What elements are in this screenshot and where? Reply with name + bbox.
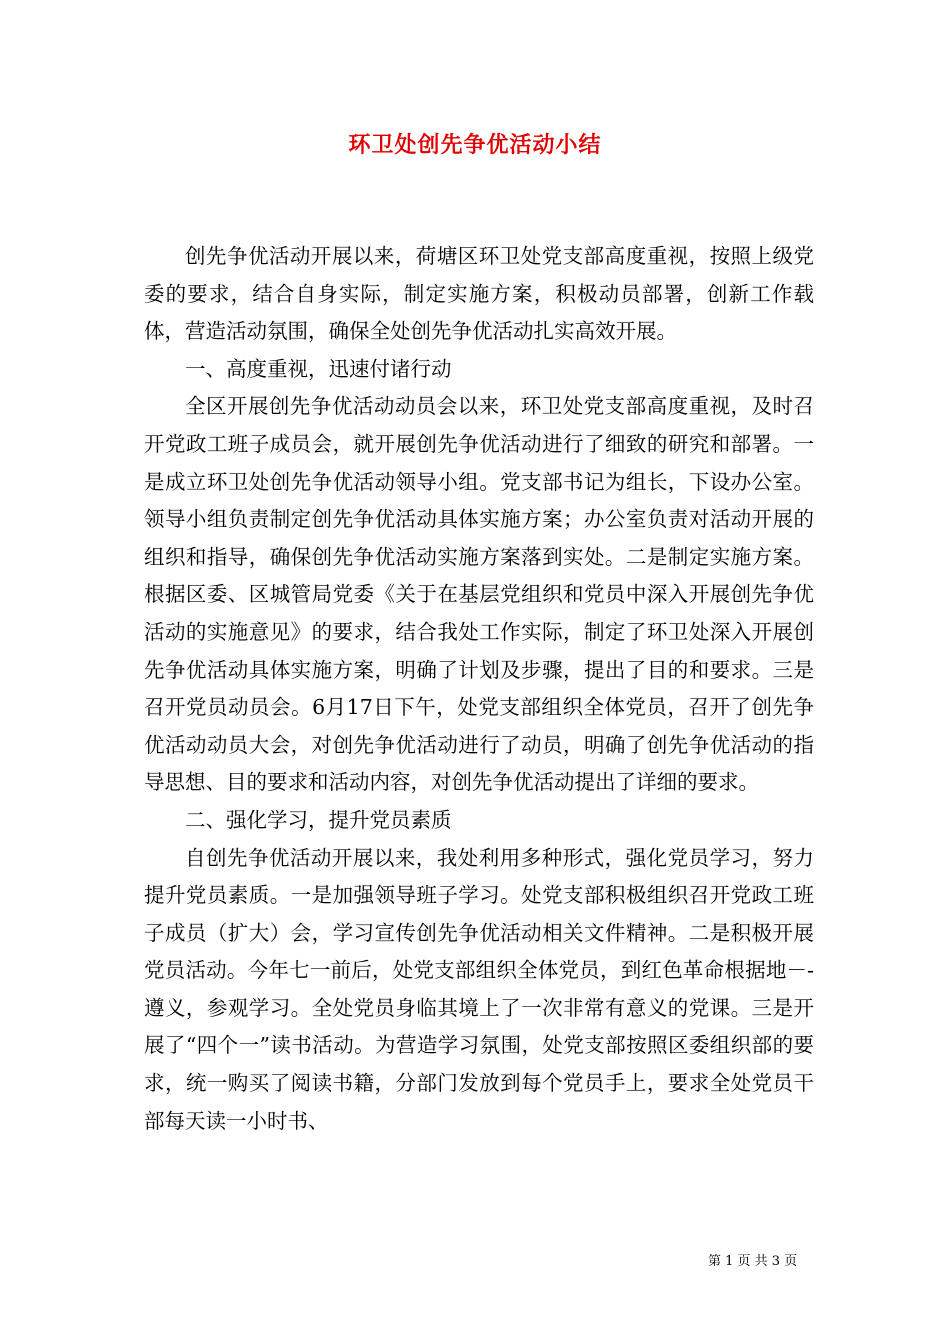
document-body: [144, 238, 814, 1140]
section-heading-1: 一、高度重视，迅速付诸行动: [185, 356, 452, 381]
section-2-paragraph: 自创先争优活动开展以来，我处利用多种形式，强化党员学习，努力提升党员素质。一是加强领导班子学习。处党支部积极组织召开党政工班子成员（扩大）会，学习宣传创先争优活动相关文件精神。二是积极开展党员活动。今年七一前后，处党支部组织全体党员，到红色革命根据地－-遵义，参观学习。全处党员身临其境上了一次非常有意义的党课。三是开展了“四个一”读书活动。为营造学习氛围，处党支部按照区委组织部的要求，统一购买了阅读书籍，分部门发放到每个党员手上，要求全处党员干部每天读一小时书、: [144, 845, 814, 1133]
intro-paragraph: 创先争优活动开展以来，荷塘区环卫处党支部高度重视，按照上级党委的要求，结合自身实际，制定实施方案，积极动员部署，创新工作载体，营造活动氛围，确保全处创先争优活动扎实高效开展。: [144, 244, 814, 344]
document-title: 环卫处创先争优活动小结: [348, 132, 602, 158]
section-1-paragraph: 全区开展创先争优活动动员会以来，环卫处党支部高度重视，及时召开党政工班子成员会，就开展创先争优活动进行了细致的研究和部署。一是成立环卫处创先争优活动领导小组。党支部书记为组长，下设办公室。领导小组负责制定创先争优活动具体实施方案；办公室负责对活动开展的组织和指导，确保创先争优活动实施方案落到实处。二是制定实施方案。根据区委、区城管局党委《关于在基层党组织和党员中深入开展创先争优活动的实施意见》的要求，结合我处工作实际，制定了环卫处深入开展创先争优活动具体实施方案，明确了计划及步骤，提出了目的和要求。三是召开党员动员会。6月17日下午，处党支部组织全体党员，召开了创先争优活动动员大会，对创先争优活动进行了动员，明确了创先争优活动的指导思想、目的要求和活动内容，对创先争优活动提出了详细的要求。: [144, 394, 814, 795]
page-number-footer: 第 1 页 共 3 页: [708, 1254, 798, 1269]
section-heading-2: 二、强化学习，提升党员素质: [185, 807, 452, 832]
